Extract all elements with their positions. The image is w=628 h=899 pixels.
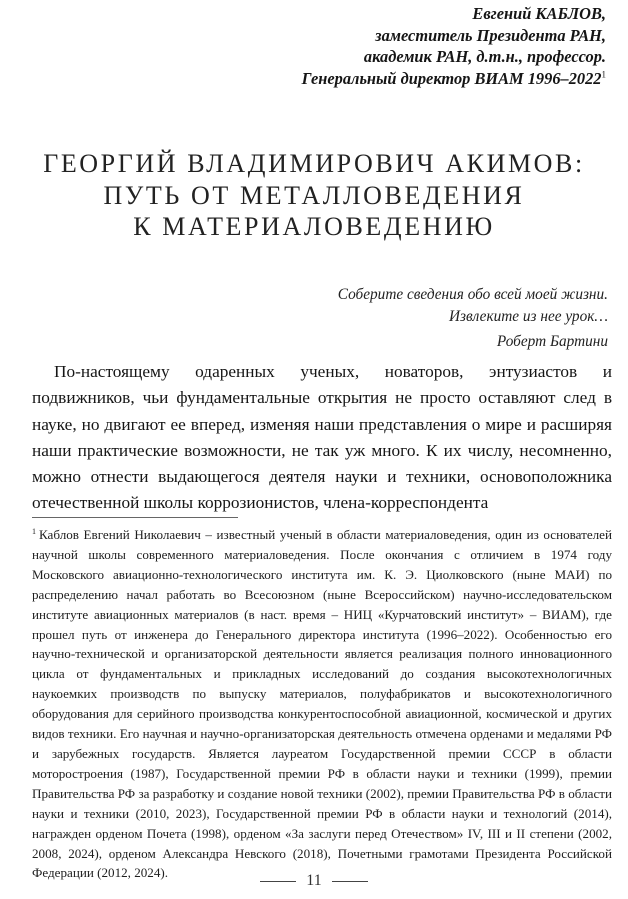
epigraph-line-1: Соберите сведения обо всей моей жизни. — [337, 286, 608, 303]
epigraph-author: Роберт Бартини — [496, 333, 608, 350]
footnote — [32, 525, 612, 883]
epigraph-line-2: Извлеките из нее урок… — [448, 307, 608, 325]
article-title — [20, 148, 608, 243]
footnote-divider — [32, 517, 238, 518]
epigraph — [188, 284, 608, 353]
author-role-text: Генеральный директор ВИАМ 1996–2022 — [301, 68, 602, 88]
footnote-reference: 1 — [601, 69, 606, 80]
page-number-dash-right — [332, 881, 368, 882]
author-block — [46, 3, 606, 89]
footnote-mark: 1 — [32, 526, 36, 536]
page-number: 11 — [306, 872, 322, 889]
footnote-text: Каблов Евгений Николаевич – известный ученый в области материаловедения, один из основателей научной школы современного материаловедения. После окончания с отличием в 1974 году Московского авиационно-технологического института им. К. Э. Циолковского (ныне МАИ) по распределению начал работать во Всесоюзном (ныне Всероссийском) научно-исследовательском институте авиационных материалов (в наст. время – НИЦ «Курчатовский институт» – ВИАМ), где прошел путь от инженера до Генерального директора института (1996–2022). Особенностью его научно-технической и организаторской деятельности является реализация полного инновационного цикла от фундаментальных и прикладных исследований до создания высокотехнологичных наукоемких производств по выпуску материалов, полуфабрикатов и высокотехнологичного оборудования для серийного производства конкурентоспособной авиационной, космической и других видов техники. Его научная и научно-организаторская деятельность отмечена орденами и медалями РФ и зарубежных государств. Является лауреатом Государственной премии СССР в области моторостроения (1987), Государственной премии РФ в области науки и техники (1999), премии Правительства РФ за разработку и создание новой техники (2002), премии Правительства РФ в области науки и техники (2010, 2023), Государственной премии РФ в области науки и технологий (2014), награжден орденом Почета (1998), орденом «За заслуги перед Отечеством» IV, III и II степени (2002, 2008, 2024), орденом Александра Невского (2018), Почетными грамотами Президента Российской Федерации (2012, 2024). — [32, 527, 612, 881]
author-role — [46, 68, 606, 90]
page-number-dash-left — [260, 881, 296, 882]
body-paragraph: По-настоящему одаренных ученых, новаторов, энтузиастов и подвижников, чьи фундаментальные открытия не просто оставляют след в науке, но двигают ее вперед, изменяя наши представления о мире и расширяя наши практические возможности, не так уж много. К их числу, несомненно, можно отнести выдающегося деятеля науки и техники, основоположника отечественной школы коррозионистов, члена-корреспондента — [32, 362, 612, 513]
title-line-1: ГЕОРГИЙ ВЛАДИМИРОВИЧ АКИМОВ: — [43, 149, 585, 178]
author-degrees: академик РАН, д.т.н., профессор. — [363, 47, 606, 66]
author-position: заместитель Президента РАН, — [375, 25, 606, 45]
author-name: Евгений КАБЛОВ, — [472, 4, 606, 23]
page-number-footer — [0, 872, 628, 890]
title-line-3: К МАТЕРИАЛОВЕДЕНИЮ — [133, 212, 495, 241]
title-line-2: ПУТЬ ОТ МЕТАЛЛОВЕДЕНИЯ — [103, 180, 525, 210]
